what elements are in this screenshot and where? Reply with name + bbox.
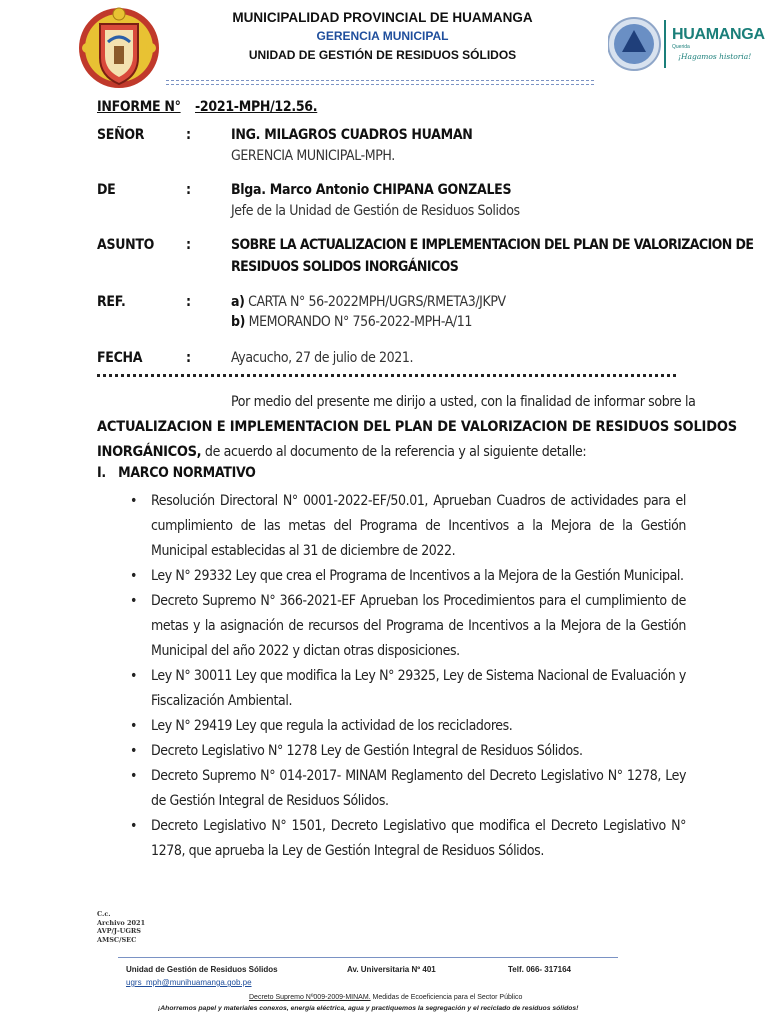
footer-email-link[interactable]: ugrs_mph@munihuamanga.gob.pe	[126, 978, 252, 987]
footer-address: Av. Universitaria Nº 401	[347, 965, 436, 974]
intro-line: Por medio del presente me dirijo a usted, con la finalidad de informar sobre la	[231, 394, 696, 410]
date-value: Ayacucho, 27 de julio de 2021.	[231, 350, 414, 366]
footer-slogan: ¡Ahorremos papel y materiales conexos, energía eléctrica, agua y practiquemos la segregación y el reciclado de residuos sólidos!	[158, 1005, 579, 1012]
recipient-name: ING. MILAGROS CUADROS HUAMAN	[231, 127, 473, 143]
reference-a-text: CARTA N° 56-2022MPH/UGRS/RMETA3/JKPV	[248, 294, 506, 310]
header-title: MUNICIPALIDAD PROVINCIAL DE HUAMANGA	[232, 10, 533, 25]
list-item: • Decreto Supremo N° 366-2021-EF Aprueban los Procedimientos para el cumplimiento de metas y la asignación de recursos del Programa de Incentivos a la Mejora de la Gestión Municipal del año 2022 y dictan otras disposiciones.	[130, 589, 686, 664]
footer-decree-text: Medidas de Ecoeficiencia para el Sector Público	[370, 994, 523, 1001]
field-colon: :	[186, 182, 191, 198]
cc-initials-2: AMSC/SEC	[97, 935, 137, 944]
informe-number: -2021-MPH/12.56.	[195, 99, 318, 115]
subject-line-2: RESIDUOS SOLIDOS INORGÁNICOS	[231, 259, 459, 275]
footer-divider	[118, 957, 618, 958]
cc-initials-1: AVP/J-UGRS	[97, 927, 141, 935]
reference-b-label: b)	[231, 314, 245, 330]
body-line-2	[97, 440, 686, 465]
sender-name: Blga. Marco Antonio CHIPANA GONZALES	[231, 182, 512, 198]
reference-a-label: a)	[231, 294, 245, 310]
cc-archive: Archivo 2021	[97, 918, 146, 927]
reference-a	[231, 294, 506, 310]
coat-of-arms-logo	[78, 2, 160, 94]
field-label-de: DE	[97, 182, 116, 198]
list-item: • Ley N° 30011 Ley que modifica la Ley N° 29325, Ley de Sistema Nacional de Evaluación y Fiscalización Ambiental.	[130, 664, 686, 714]
footer-phone: Telf. 066- 317164	[508, 965, 572, 974]
cc-block	[97, 910, 145, 944]
subject-line-1: SOBRE LA ACTUALIZACION E IMPLEMENTACION DEL PLAN DE VALORIZACION DE	[231, 237, 754, 253]
header-divider	[166, 80, 594, 81]
list-item: • Decreto Legislativo N° 1501, Decreto Legislativo que modifica el Decreto Legislativo N° 1278, que aprueba la Ley de Gestión Integral de Residuos Sólidos.	[130, 814, 686, 864]
section-title: I. MARCO NORMATIVO	[97, 465, 256, 481]
sender-position: Jefe de la Unidad de Gestión de Residuos Solidos	[231, 203, 520, 219]
field-colon: :	[186, 350, 191, 366]
list-item: • Decreto Legislativo N° 1278 Ley de Gestión Integral de Residuos Sólidos.	[130, 739, 686, 764]
subject-bold-end: INORGÁNICOS,	[97, 444, 202, 460]
field-label-fecha: FECHA	[97, 350, 143, 366]
legal-framework-list	[130, 489, 686, 864]
reference-b-text: MEMORANDO N° 756-2022-MPH-A/11	[248, 314, 472, 330]
field-label-ref: REF.	[97, 294, 126, 310]
footer-decree	[249, 994, 522, 1001]
cc-label: C.c.	[97, 910, 111, 918]
field-colon: :	[186, 127, 191, 143]
recipient-position: GERENCIA MUNICIPAL-MPH.	[231, 148, 395, 164]
list-item: • Ley N° 29332 Ley que crea el Programa de Incentivos a la Mejora de la Gestión Municipal.	[130, 564, 686, 589]
subject-bold-line: ACTUALIZACION E IMPLEMENTACION DEL PLAN DE VALORIZACION DE RESIDUOS SOLIDOS	[97, 419, 737, 435]
informe-label: INFORME N°	[97, 99, 181, 115]
brand-small-text: Querida	[672, 44, 690, 50]
reference-b	[231, 314, 472, 330]
header-subtitle: GERENCIA MUNICIPAL	[316, 29, 449, 43]
field-colon: :	[186, 237, 191, 253]
header-divider-2	[166, 84, 594, 85]
field-label-senor: SEÑOR	[97, 127, 145, 143]
body-line-2-text: de acuerdo al documento de la referencia y al siguiente detalle:	[201, 444, 587, 460]
field-label-asunto: ASUNTO	[97, 237, 155, 253]
header-unit: UNIDAD DE GESTIÓN DE RESIDUOS SÓLIDOS	[248, 48, 517, 62]
brand-slogan: ¡Hagamos historia!	[678, 52, 752, 61]
field-colon: :	[186, 294, 191, 310]
list-item: • Decreto Supremo N° 014-2017- MINAM Reglamento del Decreto Legislativo N° 1278, Ley de Gestión Integral de Residuos Sólidos.	[130, 764, 686, 814]
footer-unit: Unidad de Gestión de Residuos Sólidos	[126, 965, 278, 974]
section-divider	[97, 374, 676, 377]
list-item: • Ley N° 29419 Ley que regula la actividad de los recicladores.	[130, 714, 686, 739]
footer-decree-link[interactable]: Decreto Supremo Nº009-2009-MINAM.	[249, 994, 371, 1001]
list-item: • Resolución Directoral N° 0001-2022-EF/50.01, Aprueban Cuadros de actividades para el cumplimiento de las metas del Programa de Incentivos a la Mejora de la Gestión Municipal establecidas al 31 de diciembre de 2022.	[130, 489, 686, 564]
brand-name: HUAMANGA	[672, 26, 765, 43]
